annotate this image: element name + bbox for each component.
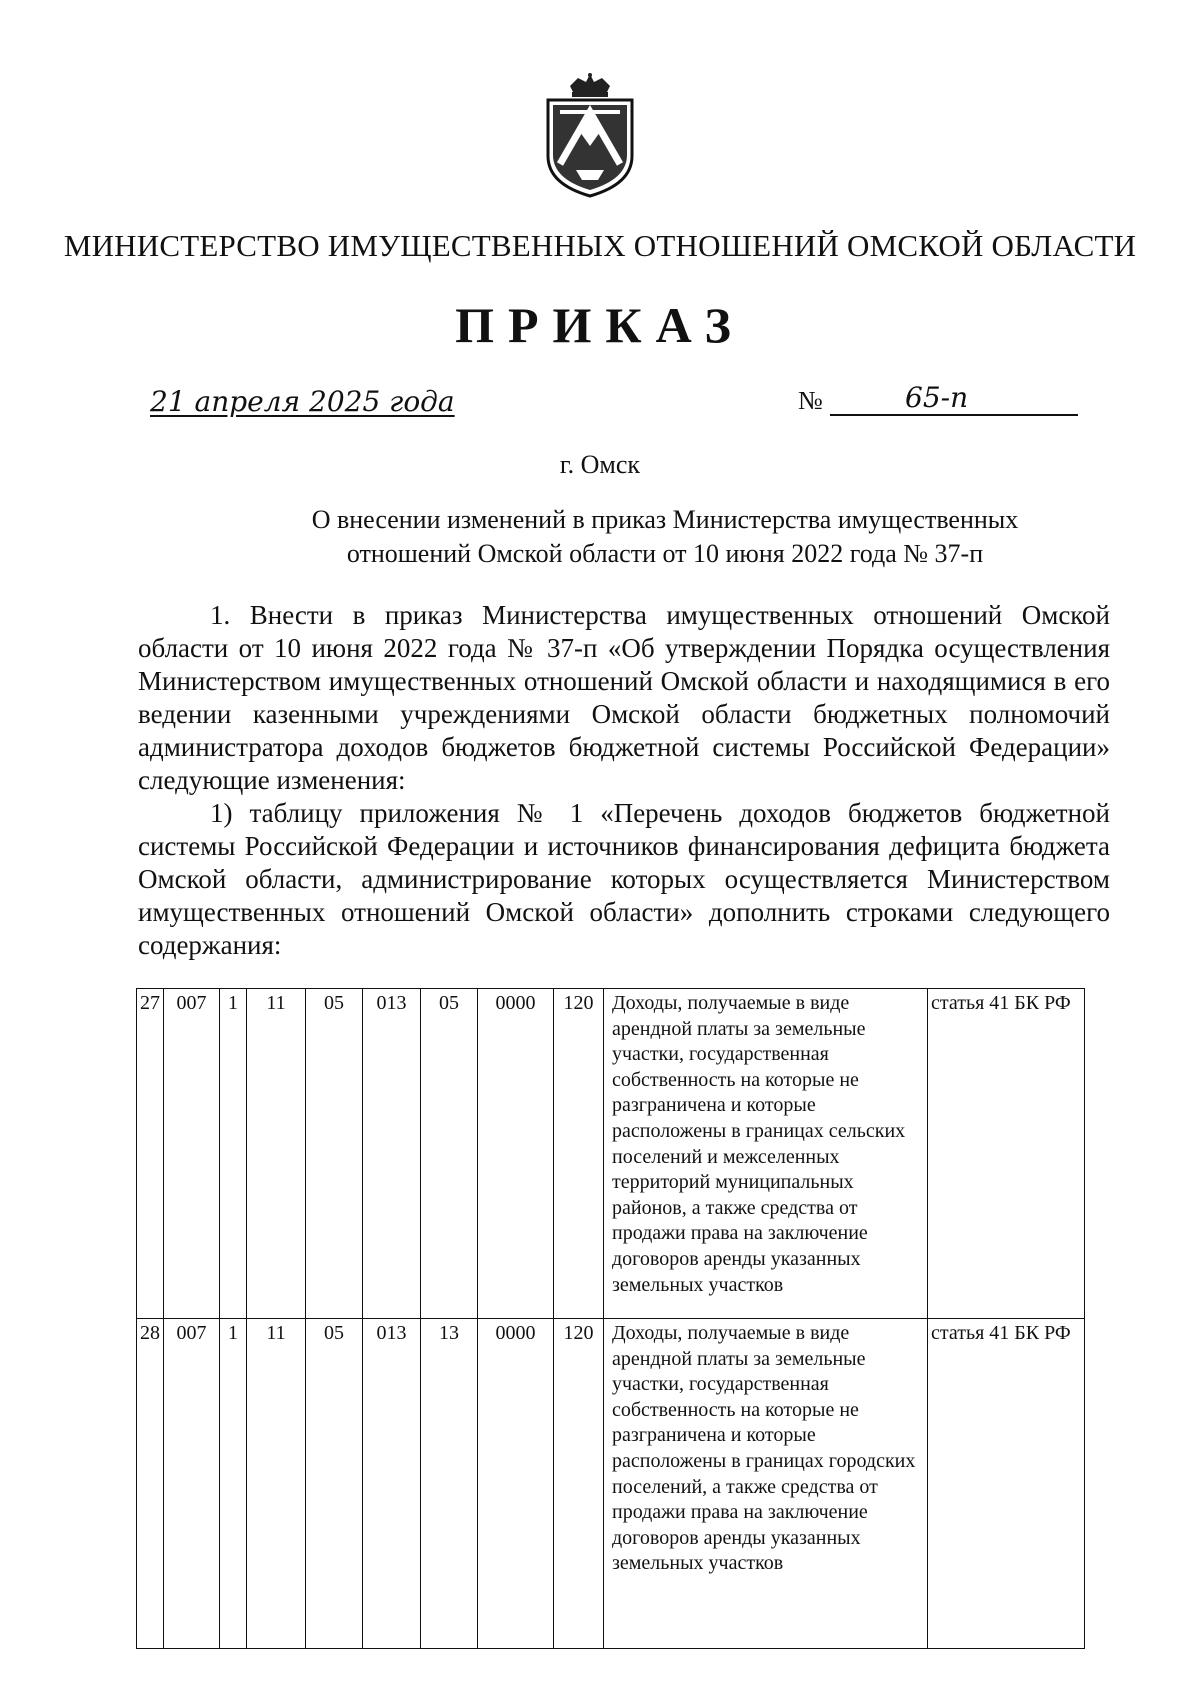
code-economic: 120 bbox=[554, 989, 604, 1319]
code-economic: 120 bbox=[554, 1319, 604, 1649]
income-codes-table bbox=[136, 988, 1085, 1649]
code-admin: 007 bbox=[164, 1319, 220, 1649]
handwritten-date: 21 апреля 2025 года bbox=[150, 385, 455, 418]
code-group: 1 bbox=[220, 1319, 247, 1649]
omsk-region-coat-of-arms-icon bbox=[540, 72, 640, 198]
code-subarticle: 013 bbox=[363, 989, 421, 1319]
document-type-title: ПРИКАЗ bbox=[455, 297, 745, 353]
code-admin: 007 bbox=[164, 989, 220, 1319]
paragraph-2: 1) таблицу приложения № 1 «Перечень доходов бюджетов бюджетной системы Российской Федерации и источников финансирования дефицита бюджета Омской области, администрирование которых осуществляется Министерством имущественных отношений Омской области» дополнить строками следующего содержания: bbox=[138, 798, 1110, 960]
code-element: 13 bbox=[421, 1319, 478, 1649]
code-article: 05 bbox=[306, 1319, 363, 1649]
city: г. Омск bbox=[559, 450, 641, 479]
row-number: 28 bbox=[137, 1319, 164, 1649]
code-element: 05 bbox=[421, 989, 478, 1319]
code-subarticle: 013 bbox=[363, 1319, 421, 1649]
table-row bbox=[137, 1319, 1085, 1649]
code-subgroup: 11 bbox=[247, 1319, 306, 1649]
handwritten-number: 65-п bbox=[905, 381, 969, 414]
code-program: 0000 bbox=[478, 1319, 554, 1649]
subject-line-2: отношений Омской области от 10 июня 2022 года № 37-п bbox=[346, 539, 984, 568]
number-label: № bbox=[798, 386, 823, 415]
paragraph-1: 1. Внести в приказ Министерства имущественных отношений Омской области от 10 июня 2022 года № 37-п «Об утверждении Порядка осуществления Министерством имущественных отношений Омской области и находящимися в его ведении казенными учреждениями Омской области бюджетных полномочий администратора доходов бюджетов бюджетной системы Российской Федерации» следующие изменения: bbox=[138, 600, 1110, 795]
code-group: 1 bbox=[220, 989, 247, 1319]
number-underline bbox=[830, 414, 1078, 416]
table-row bbox=[137, 989, 1085, 1319]
subject-line-1: О внесении изменений в приказ Министерства имущественных bbox=[311, 505, 1019, 534]
income-description: Доходы, получаемые в виде арендной платы за земельные участки, государственная собственность на которые не разграничена и которые расположены в границах городских поселений, а также средства от продажи права на заключение договоров аренды указанных земельных участков bbox=[604, 1319, 928, 1649]
ministry-name: МИНИСТЕРСТВО ИМУЩЕСТВЕННЫХ ОТНОШЕНИЙ ОМСКОЙ ОБЛАСТИ bbox=[63, 228, 1137, 263]
code-article: 05 bbox=[306, 989, 363, 1319]
legal-basis: статья 41 БК РФ bbox=[928, 989, 1085, 1319]
order-body bbox=[138, 599, 1110, 962]
income-description: Доходы, получаемые в виде арендной платы за земельные участки, государственная собственность на которые не разграничена и которые расположены в границах сельских поселений и межселенных территорий муниципальных районов, а также средства от продажи права на заключение договоров аренды указанных земельных участков bbox=[604, 989, 928, 1319]
order-subject bbox=[250, 503, 1080, 571]
legal-basis: статья 41 БК РФ bbox=[928, 1319, 1085, 1649]
row-number: 27 bbox=[137, 989, 164, 1319]
code-program: 0000 bbox=[478, 989, 554, 1319]
code-subgroup: 11 bbox=[247, 989, 306, 1319]
